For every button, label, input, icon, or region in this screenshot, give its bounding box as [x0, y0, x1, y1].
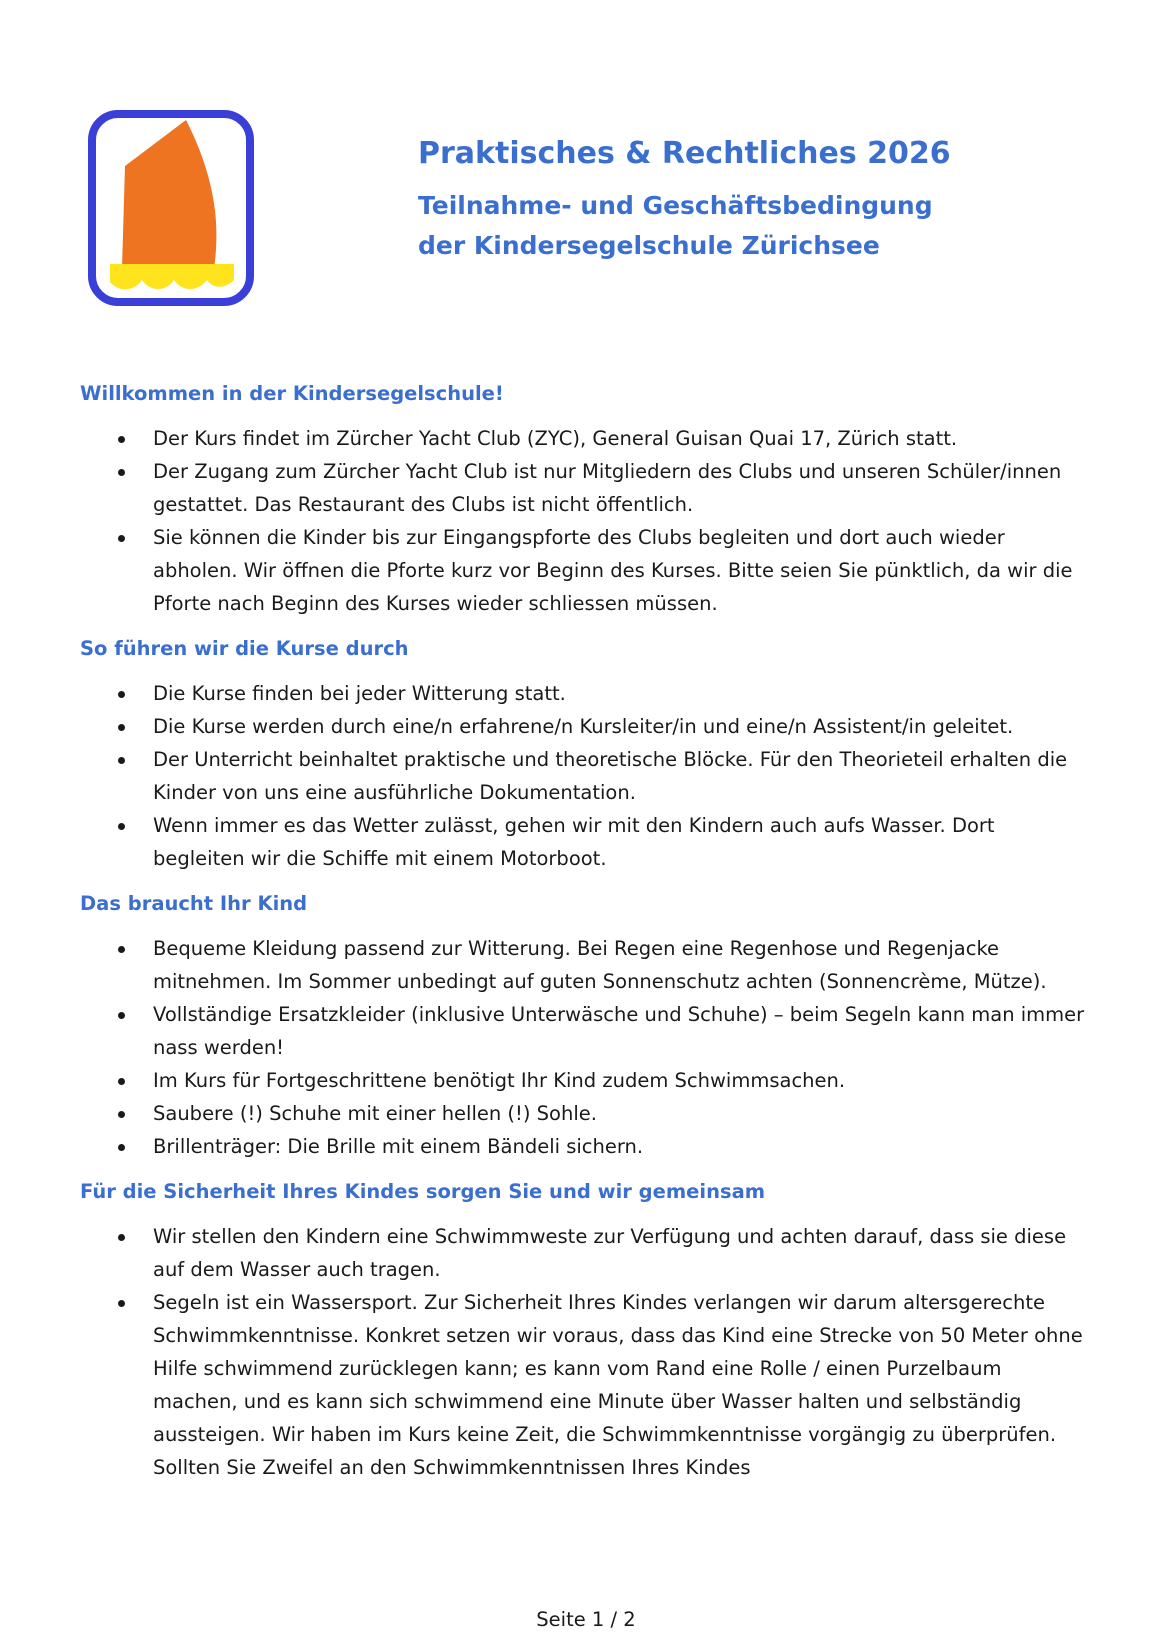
list-item-text: Der Zugang zum Zürcher Yacht Club ist nur Mitgliedern des Clubs und unseren Schüler/innen gestattet. Das Restaurant des Clubs ist nicht öffentlich. [153, 460, 1062, 516]
list-item-text: Vollständige Ersatzkleider (inklusive Unterwäsche und Schuhe) – beim Segeln kann man immer nass werden! [153, 1003, 1085, 1059]
section-heading-kurse: So führen wir die Kurse durch [80, 637, 409, 660]
list-item [80, 1097, 1090, 1130]
bullet-icon [118, 946, 125, 953]
list-item-text: Sie können die Kinder bis zur Eingangspforte des Clubs begleiten und dort auch wieder abholen. Wir öffnen die Pforte kurz vor Beginn des Kurses. Bitte seien Sie pünktlich, da wir die Pforte nach Beginn des Kurses wieder schliessen müssen. [153, 526, 1073, 615]
list-item-text: Saubere (!) Schuhe mit einer hellen (!) Sohle. [153, 1102, 597, 1125]
section-list-kurse [80, 677, 1090, 875]
title-block [418, 134, 1118, 266]
bullet-icon [118, 1300, 125, 1307]
bullet-icon [118, 1111, 125, 1118]
list-item [80, 1064, 1090, 1097]
bullet-icon [118, 1234, 125, 1241]
page-title: Praktisches & Rechtliches 2026 [418, 136, 951, 171]
sailboat-logo-icon [88, 110, 254, 306]
list-item-text: Der Kurs findet im Zürcher Yacht Club (ZYC), General Guisan Quai 17, Zürich statt. [153, 427, 958, 450]
section-list-ausruestung [80, 932, 1090, 1163]
bullet-icon [118, 757, 125, 764]
bullet-icon [118, 469, 125, 476]
list-item [80, 1286, 1090, 1484]
list-item-text: Wir stellen den Kindern eine Schwimmweste zur Verfügung und achten darauf, dass sie diese auf dem Wasser auch tragen. [153, 1225, 1067, 1281]
school-logo [88, 110, 254, 306]
list-item-text: Im Kurs für Fortgeschrittene benötigt Ihr Kind zudem Schwimmsachen. [153, 1069, 846, 1092]
list-item [80, 932, 1090, 998]
document-body [80, 380, 1090, 1499]
list-item [80, 521, 1090, 620]
list-item [80, 677, 1090, 710]
list-item [80, 455, 1090, 521]
section-heading-ausruestung: Das braucht Ihr Kind [80, 892, 308, 915]
list-item [80, 1130, 1090, 1163]
section-heading-sicherheit: Für die Sicherheit Ihres Kindes sorgen Sie und wir gemeinsam [80, 1180, 766, 1203]
bullet-icon [118, 691, 125, 698]
list-item [80, 743, 1090, 809]
page-number: Seite 1 / 2 [536, 1608, 636, 1631]
page-subtitle: Teilnahme- und Geschäftsbedingung der Kindersegelschule Zürichsee [418, 191, 933, 260]
list-item-text: Brillenträger: Die Brille mit einem Bändeli sichern. [153, 1135, 644, 1158]
section-list-willkommen [80, 422, 1090, 620]
list-item [80, 422, 1090, 455]
bullet-icon [118, 724, 125, 731]
list-item-text: Die Kurse werden durch eine/n erfahrene/n Kursleiter/in und eine/n Assistent/in geleitet. [153, 715, 1014, 738]
list-item [80, 809, 1090, 875]
bullet-icon [118, 823, 125, 830]
bullet-icon [118, 1144, 125, 1151]
list-item [80, 998, 1090, 1064]
bullet-icon [118, 436, 125, 443]
list-item [80, 710, 1090, 743]
list-item [80, 1220, 1090, 1286]
list-item-text: Segeln ist ein Wassersport. Zur Sicherheit Ihres Kindes verlangen wir darum altersgerechte Schwimmkenntnisse. Konkret setzen wir voraus, dass das Kind eine Strecke von 50 Meter ohne Hilfe schwimmend zurücklegen kann; es kann vom Rand eine Rolle / einen Purzelbaum machen, und es kann sich schwimmend eine Minute über Wasser halten und selbständig aussteigen. Wir haben im Kurs keine Zeit, die Schwimmkenntnisse vorgängig zu überprüfen. Sollten Sie Zweifel an den Schwimmkenntnissen Ihres Kindes [153, 1291, 1083, 1479]
list-item-text: Der Unterricht beinhaltet praktische und theoretische Blöcke. Für den Theorieteil erhalten die Kinder von uns eine ausführliche Dokumentation. [153, 748, 1068, 804]
section-list-sicherheit [80, 1220, 1090, 1484]
list-item-text: Die Kurse finden bei jeder Witterung statt. [153, 682, 566, 705]
list-item-text: Bequeme Kleidung passend zur Witterung. Bei Regen eine Regenhose und Regenjacke mitnehmen. Im Sommer unbedingt auf guten Sonnenschutz achten (Sonnencrème, Mütze). [153, 937, 1047, 993]
list-item-text: Wenn immer es das Wetter zulässt, gehen wir mit den Kindern auch aufs Wasser. Dort begleiten wir die Schiffe mit einem Motorboot. [153, 814, 995, 870]
bullet-icon [118, 535, 125, 542]
bullet-icon [118, 1012, 125, 1019]
bullet-icon [118, 1078, 125, 1085]
section-heading-willkommen: Willkommen in der Kindersegelschule! [80, 382, 504, 405]
